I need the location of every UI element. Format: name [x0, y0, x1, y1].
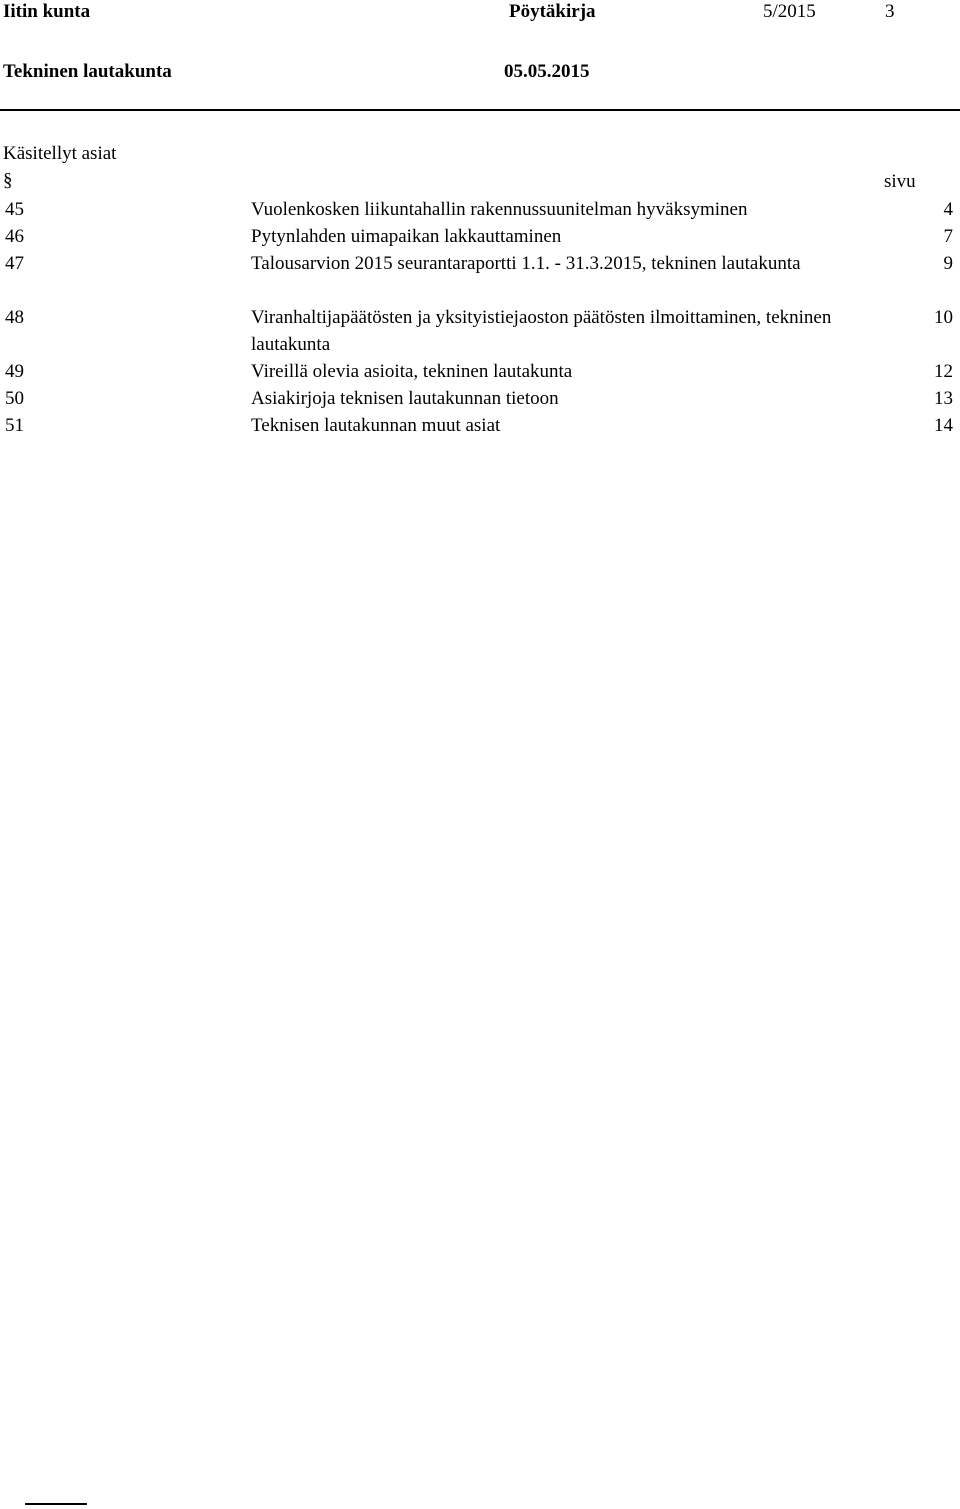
page-number: 3 [885, 1, 895, 22]
item-number: 46 [5, 226, 24, 247]
item-title: Teknisen lautakunnan muut asiat [251, 415, 501, 436]
meeting-number: 5/2015 [763, 1, 816, 22]
item-number: 50 [5, 388, 24, 409]
committee-name: Tekninen lautakunta [3, 61, 172, 82]
item-title: Asiakirjoja teknisen lautakunnan tietoon [251, 388, 559, 409]
toc-row [0, 196, 960, 223]
meeting-date: 05.05.2015 [504, 61, 590, 82]
item-number: 48 [5, 307, 24, 328]
section-symbol: § [3, 170, 13, 191]
item-page: 9 [943, 253, 953, 274]
toc-row [0, 358, 960, 385]
item-page: 12 [934, 361, 953, 382]
item-title: Pytynlahden uimapaikan lakkauttaminen [251, 226, 562, 247]
header-divider [0, 109, 960, 111]
item-page: 14 [934, 415, 953, 436]
item-title: Vireillä olevia asioita, tekninen lautakunta [251, 361, 573, 382]
item-title: Vuolenkosken liikuntahallin rakennussuunitelman hyväksyminen [251, 199, 748, 220]
item-number: 45 [5, 199, 24, 220]
toc-row [0, 250, 960, 304]
footnote-divider [25, 1503, 87, 1505]
item-page: 10 [934, 307, 953, 328]
toc-row [0, 304, 960, 358]
toc-row [0, 412, 960, 439]
item-page: 7 [943, 226, 953, 247]
item-title: Talousarvion 2015 seurantaraportti 1.1. - 31.3.2015, tekninen lautakunta [251, 253, 801, 274]
item-number: 51 [5, 415, 24, 436]
toc-row [0, 223, 960, 250]
toc-row [0, 385, 960, 412]
table-of-contents [0, 196, 960, 439]
item-page: 4 [943, 199, 953, 220]
page-column-label: sivu [884, 171, 916, 192]
item-title: Viranhaltijapäätösten ja yksityistiejaoston päätösten ilmoittaminen, tekninen lautakunta [251, 307, 832, 355]
document-type: Pöytäkirja [509, 1, 596, 22]
item-number: 49 [5, 361, 24, 382]
item-page: 13 [934, 388, 953, 409]
item-number: 47 [5, 253, 24, 274]
section-title: Käsitellyt asiat [3, 143, 117, 164]
organization-name: Iitin kunta [3, 1, 91, 22]
